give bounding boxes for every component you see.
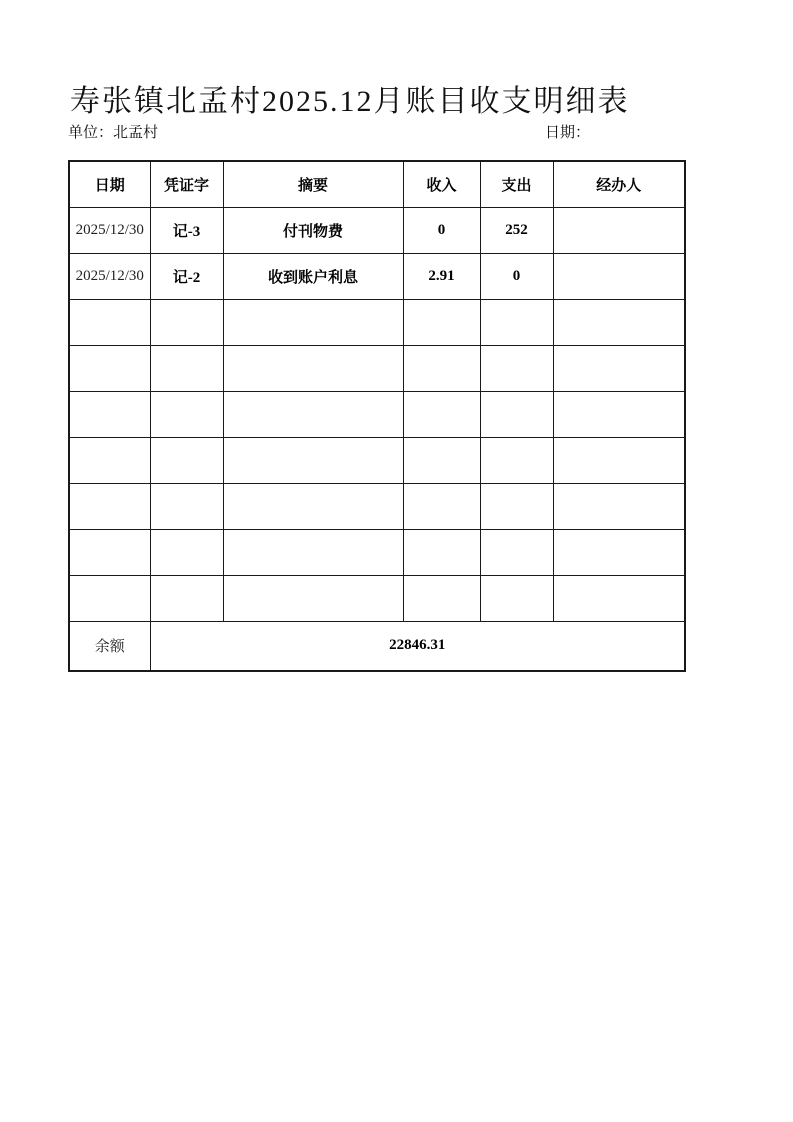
date-label: 日期： [545,125,591,141]
meta-row [68,121,684,143]
unit-label: 单位：北孟村 [68,125,159,141]
ledger-table [68,160,686,672]
empty-row [69,391,685,437]
column-header-expense: 支出 [480,161,553,207]
cell-handler [553,207,685,253]
cell-date: 2025/12/30 [69,207,150,253]
cell-voucher: 记-2 [150,253,223,299]
cell-income: 2.91 [403,253,480,299]
column-header-summary: 摘要 [223,161,403,207]
cell-summary: 收到账户利息 [223,253,403,299]
empty-row [69,575,685,621]
cell-handler [553,253,685,299]
cell-expense: 0 [480,253,553,299]
table-row [69,253,685,299]
page-title: 寿张镇北孟村2025.12月账目收支明细表 [70,85,630,118]
empty-row [69,345,685,391]
balance-value: 22846.31 [150,621,685,671]
column-header-date: 日期 [69,161,150,207]
cell-expense: 252 [480,207,553,253]
header-row [69,161,685,207]
empty-row [69,483,685,529]
empty-row [69,437,685,483]
column-header-handler: 经办人 [553,161,685,207]
cell-voucher: 记-3 [150,207,223,253]
table-row [69,207,685,253]
balance-label: 余额 [69,621,150,671]
empty-row [69,299,685,345]
balance-row [69,621,685,671]
cell-summary: 付刊物费 [223,207,403,253]
column-header-voucher: 凭证字 [150,161,223,207]
cell-date: 2025/12/30 [69,253,150,299]
column-header-income: 收入 [403,161,480,207]
cell-income: 0 [403,207,480,253]
empty-row [69,529,685,575]
